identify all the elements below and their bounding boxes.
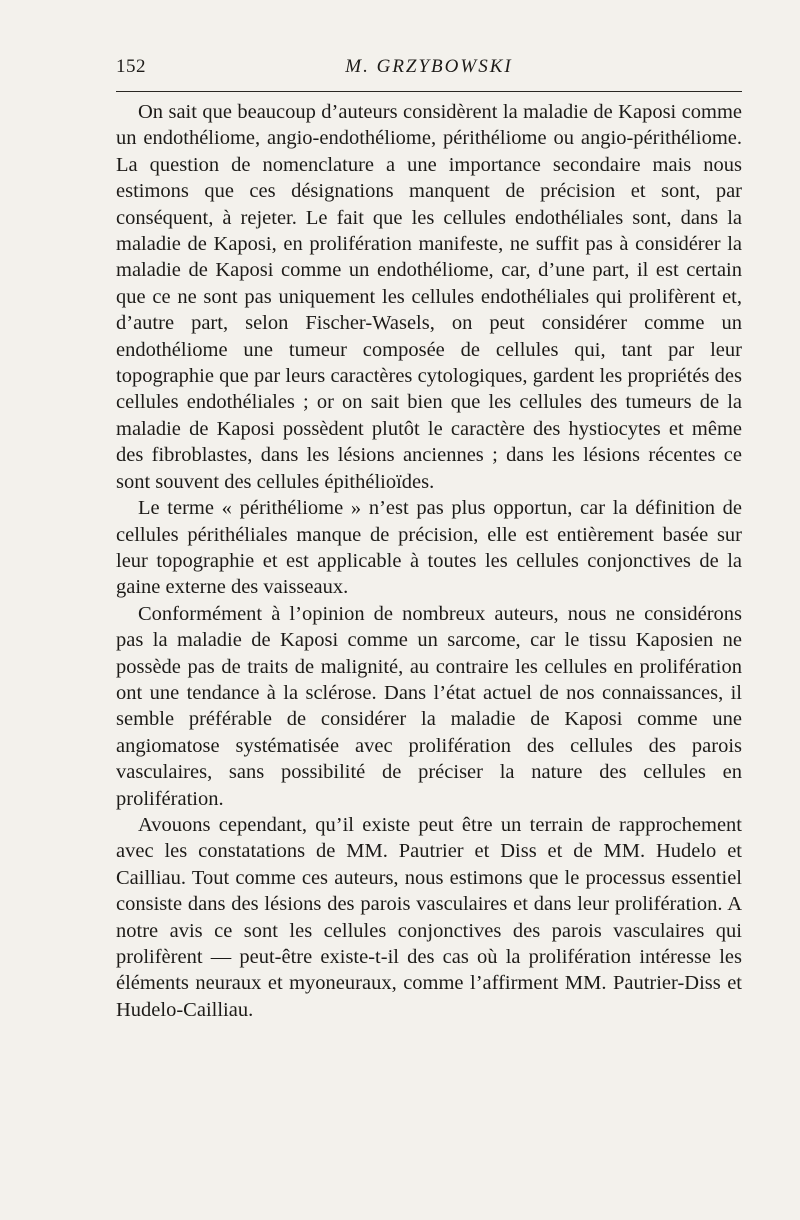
- paragraph: Conformément à l’opinion de nombreux auteurs, nous ne considérons pas la maladie de Kaposi comme un sarcome, car le tissu Kaposien ne possède pas de traits de malignité, au contraire les cellules en prolifération ont une tendance à la sclérose. Dans l’état actuel de nos connaissances, il semble préférable de considérer la maladie de Kaposi comme une angiomatose systématisée avec prolifération des cellules des parois vasculaires, sans possibilité de préciser la nature des cellules en prolifération.: [116, 602, 742, 810]
- running-head-author: M. GRZYBOWSKI: [345, 56, 513, 77]
- body-text: [116, 99, 742, 1023]
- paragraph: Le terme « périthéliome » n’est pas plus opportun, car la définition de cellules périthéliales manque de précision, elle est entièrement basée sur leur topographie et est applicable à toutes les cellules conjonctives de la gaine externe des vaisseaux.: [116, 497, 742, 599]
- page-header: [116, 56, 742, 86]
- paragraph: On sait que beaucoup d’auteurs considèrent la maladie de Kaposi comme un endothéliome, angio-endothéliome, périthéliome ou angio-périthéliome. La question de nomenclature a une importance secondaire mais nous estimons que ces désignations manquent de précision et sont, par conséquent, à rejeter. Le fait que les cellules endothéliales sont, dans la maladie de Kaposi, en prolifération manifeste, ne suffit pas à considérer la maladie de Kaposi comme un endothéliome, car, d’une part, il est certain que ce ne sont pas uniquement les cellules endothéliales qui prolifèrent et, d’autre part, selon Fischer-Wasels, on peut considérer comme un endothéliome une tumeur composée de cellules qui, tant par leur topographie que par leurs caractères cytologiques, gardent les propriétés des cellules endothéliales ; or on sait bien que les cellules des tumeurs de la maladie de Kaposi possèdent plutôt le caractère des hystiocytes et même des fibroblastes, dans les lésions anciennes ; dans les lésions récentes ce sont souvent des cellules épithélioïdes.: [116, 101, 742, 493]
- page-number: 152: [116, 56, 146, 77]
- header-rule: [116, 91, 742, 92]
- paragraph: Avouons cependant, qu’il existe peut être un terrain de rapprochement avec les constatations de MM. Pautrier et Diss et de MM. Hudelo et Cailliau. Tout comme ces auteurs, nous estimons que le processus essentiel consiste dans des lésions des parois vasculaires et dans leur prolifération. A notre avis ce sont les cellules conjonctives des parois vasculaires qui prolifèrent — peut-être existe-t-il des cas où la prolifération intéresse les éléments neuraux et myoneuraux, comme l’affirment MM. Pautrier-Diss et Hudelo-Cailliau.: [116, 813, 742, 1021]
